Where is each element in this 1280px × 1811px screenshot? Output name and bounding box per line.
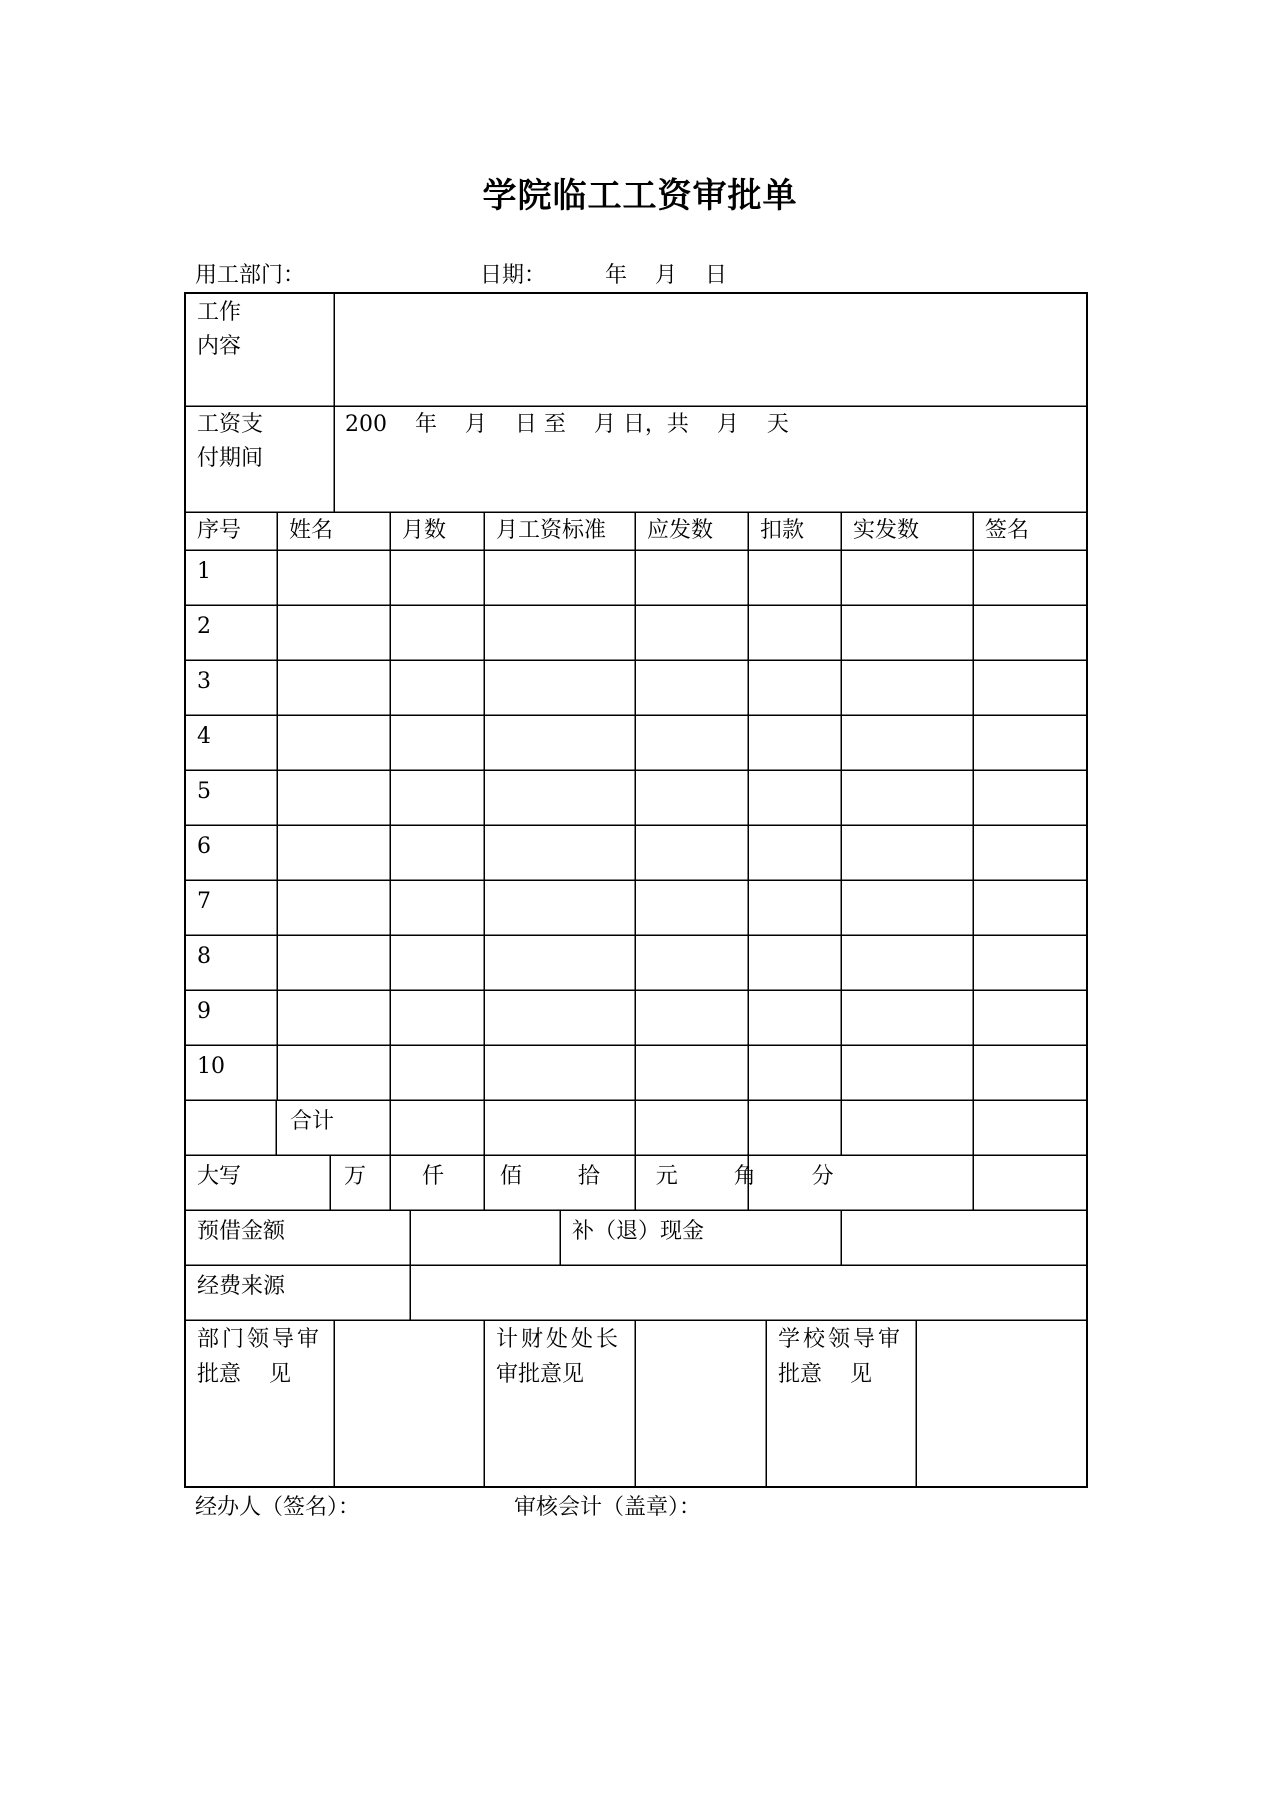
row-number-7: 7 xyxy=(197,889,211,914)
row-number-1: 1 xyxy=(197,559,211,584)
table-grid-lines xyxy=(186,294,1086,1486)
school-approval-label-line2: 批意 见 xyxy=(778,1362,872,1387)
work-content-label-line2: 内容 xyxy=(197,334,242,359)
row-number-2: 2 xyxy=(197,614,211,639)
row-number-3: 3 xyxy=(197,669,211,694)
capital-amount-label: 大写 xyxy=(197,1164,242,1189)
date-placeholder: 年 月 日 xyxy=(605,263,727,288)
column-header-index: 序号 xyxy=(197,518,242,543)
finance-approval-label-line2: 审批意见 xyxy=(496,1362,585,1387)
pay-period-label-line2: 付期间 xyxy=(197,446,264,471)
column-header-payable: 应发数 xyxy=(647,518,714,543)
total-label: 合计 xyxy=(290,1109,335,1134)
row-number-4: 4 xyxy=(197,724,211,749)
column-header-months: 月数 xyxy=(402,518,447,543)
column-header-signature: 签名 xyxy=(985,518,1030,543)
row-number-5: 5 xyxy=(197,779,211,804)
form-title: 学院临工工资审批单 xyxy=(482,176,798,216)
column-header-actual-paid: 实发数 xyxy=(853,518,920,543)
column-header-name: 姓名 xyxy=(289,518,334,543)
work-content-field[interactable] xyxy=(336,296,1084,404)
auditor-stamp-label: 审核会计（盖章）： xyxy=(514,1495,702,1520)
advance-amount-label: 预借金额 xyxy=(197,1219,286,1244)
column-header-monthly-wage: 月工资标准 xyxy=(496,518,607,543)
row-number-6: 6 xyxy=(197,834,211,859)
department-label: 用工部门： xyxy=(195,263,306,288)
dept-approval-label-line1: 部门领导审 xyxy=(197,1327,323,1352)
column-header-deduction: 扣款 xyxy=(760,518,805,543)
row-number-10: 10 xyxy=(197,1054,225,1079)
refund-cash-label: 补（退）现金 xyxy=(572,1219,705,1244)
capital-amount-units: 万 仟 佰 拾 元 角 分 xyxy=(344,1164,834,1189)
row-number-9: 9 xyxy=(197,999,211,1024)
date-label: 日期： xyxy=(480,263,547,288)
school-approval-label-line1: 学校领导审 xyxy=(778,1327,904,1352)
finance-approval-label-line1: 计财处处长 xyxy=(496,1327,622,1352)
pay-period-label-line1: 工资支 xyxy=(197,412,264,437)
dept-approval-label-line2: 批意 见 xyxy=(197,1362,291,1387)
handler-signature-label: 经办人（签名）： xyxy=(195,1495,361,1520)
fund-source-label: 经费来源 xyxy=(197,1274,286,1299)
pay-period-text: 200 年 月 日 至 月 日，共 月 天 xyxy=(345,412,789,437)
row-number-8: 8 xyxy=(197,944,211,969)
approval-form-table xyxy=(184,292,1088,1488)
work-content-label-line1: 工作 xyxy=(197,300,242,325)
